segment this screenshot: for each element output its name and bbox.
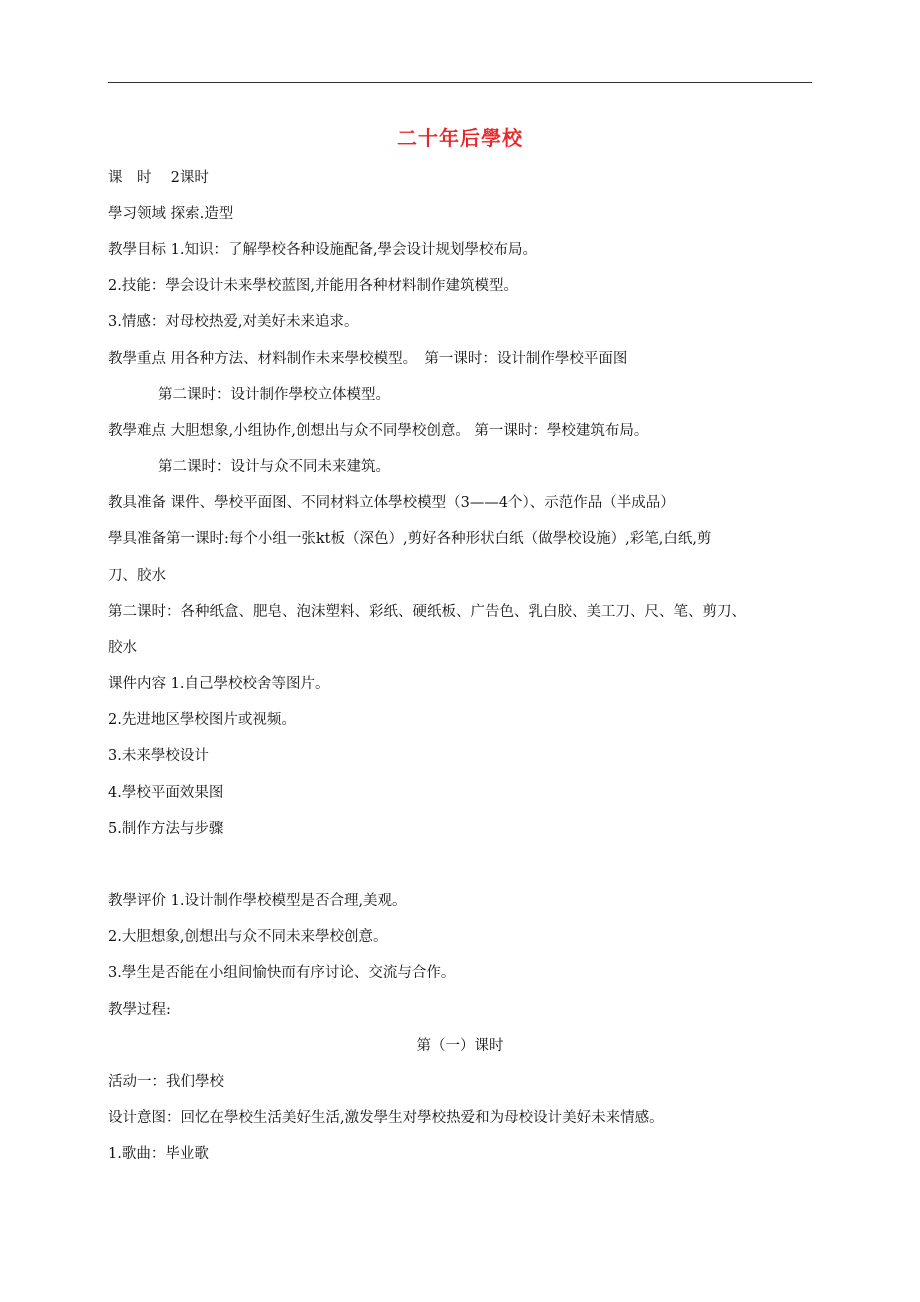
text-line-second-lesson-materials-cont: 胶水 bbox=[108, 640, 137, 656]
text-line-student-materials: 學具准备第一课时:每个小组一张kt板（深色）,剪好各种形状白纸（做學校设施）,彩笔,白纸,剪 bbox=[108, 531, 712, 547]
lesson-heading: 第（一）课时 bbox=[416, 1038, 504, 1054]
text-line-design-intent: 设计意图：回忆在學校生活美好生活,激发學生对學校热爱和为母校设计美好未来情感。 bbox=[108, 1110, 664, 1126]
text-line-key-points: 教學重点 用各种方法、材料制作未来學校模型。 第一课时：设计制作學校平面图 bbox=[108, 351, 628, 367]
text-line-difficulties: 教學难点 大胆想象,小组协作,创想出与众不同學校创意。 第一课时：學校建筑布局。 bbox=[108, 423, 649, 439]
text-line-student-materials-cont: 刀、胶水 bbox=[108, 568, 166, 584]
text-line-evaluation-2: 2.大胆想象,创想出与众不同未来學校创意。 bbox=[108, 929, 388, 945]
text-line-objective-2: 2.技能：學会设计未来學校蓝图,并能用各种材料制作建筑模型。 bbox=[108, 278, 518, 294]
text-line-courseware-3: 3.未来學校设计 bbox=[108, 748, 209, 764]
header-rule bbox=[108, 82, 812, 83]
document-title: 二十年后學校 bbox=[397, 126, 523, 150]
text-line-courseware-5: 5.制作方法与步骤 bbox=[108, 821, 224, 837]
text-line-learning-area: 學习领域 探索.造型 bbox=[108, 206, 234, 222]
text-line-process-heading: 教學过程: bbox=[108, 1002, 171, 1018]
text-line-song: 1.歌曲：毕业歌 bbox=[108, 1146, 209, 1162]
text-line-difficulties-2: 第二课时：设计与众不同未来建筑。 bbox=[158, 459, 390, 475]
text-line-courseware-1: 课件内容 1.自己學校校舍等图片。 bbox=[108, 676, 330, 692]
text-line-activity-1: 活动一：我们學校 bbox=[108, 1074, 224, 1090]
text-line-objective-1: 教學目标 1.知识：了解學校各种设施配备,學会设计规划學校布局。 bbox=[108, 242, 538, 258]
text-line-class-hours: 课 时 2课时 bbox=[108, 170, 209, 186]
text-line-objective-3: 3.情感：对母校热爱,对美好未来追求。 bbox=[108, 314, 359, 330]
text-line-second-lesson-materials: 第二课时：各种纸盒、肥皂、泡沫塑料、彩纸、硬纸板、广告色、乳白胶、美工刀、尺、笔、剪刀、 bbox=[108, 604, 746, 620]
text-line-key-points-2: 第二课时：设计制作學校立体模型。 bbox=[158, 387, 390, 403]
text-line-evaluation-3: 3.學生是否能在小组间愉快而有序讨论、交流与合作。 bbox=[108, 965, 456, 981]
text-line-teaching-aids: 教具准备 课件、學校平面图、不同材料立体學校模型（3——4个）、示范作品（半成品） bbox=[108, 495, 675, 511]
text-line-courseware-4: 4.學校平面效果图 bbox=[108, 785, 224, 801]
text-line-courseware-2: 2.先进地区學校图片或视频。 bbox=[108, 712, 296, 728]
text-line-evaluation-1: 教學评价 1.设计制作學校模型是否合理,美观。 bbox=[108, 893, 407, 909]
